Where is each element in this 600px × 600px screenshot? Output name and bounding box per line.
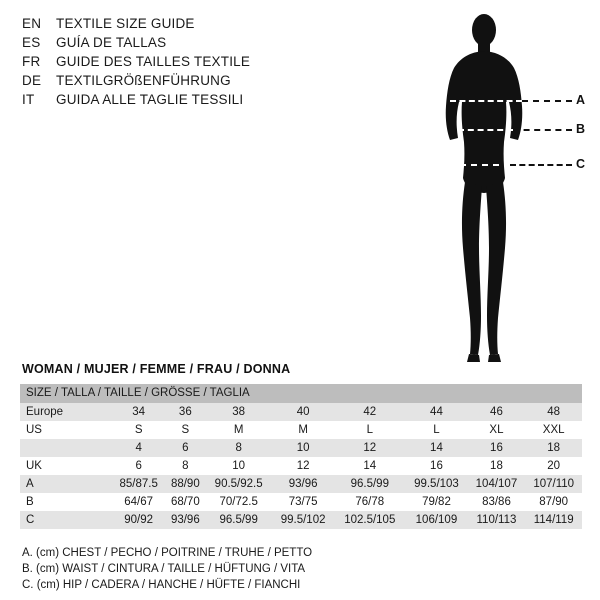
cell: 36: [165, 403, 205, 421]
cell: 110/113: [468, 511, 526, 529]
cell: L: [334, 421, 405, 439]
cell: 14: [405, 439, 467, 457]
cell: 18: [525, 439, 582, 457]
cell: 6: [112, 457, 165, 475]
cell: 34: [112, 403, 165, 421]
language-code: EN: [22, 16, 42, 31]
language-row: [22, 16, 402, 35]
language-row: [22, 35, 402, 54]
table-row: [20, 403, 582, 421]
cell: 10: [205, 457, 272, 475]
cell: 64/67: [112, 493, 165, 511]
measure-label-b: B: [576, 122, 586, 136]
measure-label-a: A: [576, 93, 586, 107]
row-label: B: [20, 493, 112, 511]
cell: 12: [334, 439, 405, 457]
note-waist: B. (cm) WAIST / CINTURA / TAILLE / HÜFTUNG / VITA: [22, 563, 306, 575]
row-label: Europe: [20, 403, 112, 421]
cell: XXL: [525, 421, 582, 439]
cell: 93/96: [165, 511, 205, 529]
row-label: A: [20, 475, 112, 493]
cell: 40: [272, 403, 334, 421]
language-row: [22, 73, 402, 92]
cell: 76/78: [334, 493, 405, 511]
cell: M: [205, 421, 272, 439]
cell: 16: [468, 439, 526, 457]
note-chest: A. (cm) CHEST / PECHO / POITRINE / TRUHE / PETTO: [22, 547, 313, 559]
language-text: GUIDE DES TAILLES TEXTILE: [56, 54, 251, 69]
cell: 90/92: [112, 511, 165, 529]
language-code: IT: [22, 92, 35, 107]
table-row: [20, 493, 582, 511]
cell: 104/107: [468, 475, 526, 493]
cell: 107/110: [525, 475, 582, 493]
cell: 44: [405, 403, 467, 421]
cell: 8: [205, 439, 272, 457]
cell: M: [272, 421, 334, 439]
cell: 70/72.5: [205, 493, 272, 511]
row-label: C: [20, 511, 112, 529]
cell: 96.5/99: [205, 511, 272, 529]
table-header-label: SIZE / TALLA / TAILLE / GRÖSSE / TAGLIA: [20, 384, 582, 403]
female-body-silhouette-icon: [420, 10, 590, 370]
table-row: [20, 475, 582, 493]
table-row: [20, 511, 582, 529]
cell: 18: [468, 457, 526, 475]
cell: 8: [165, 457, 205, 475]
cell: 16: [405, 457, 467, 475]
language-text: TEXTILGRÖßENFÜHRUNG: [56, 73, 231, 88]
cell: 90.5/92.5: [205, 475, 272, 493]
cell: 99.5/102: [272, 511, 334, 529]
cell: 68/70: [165, 493, 205, 511]
measure-label-c: C: [576, 157, 586, 171]
cell: S: [112, 421, 165, 439]
cell: 88/90: [165, 475, 205, 493]
cell: 4: [112, 439, 165, 457]
cell: 38: [205, 403, 272, 421]
cell: XL: [468, 421, 526, 439]
cell: 79/82: [405, 493, 467, 511]
measurement-notes: [22, 545, 582, 593]
row-label: [20, 439, 112, 457]
language-text: GUIDA ALLE TAGLIE TESSILI: [56, 92, 244, 107]
cell: 6: [165, 439, 205, 457]
cell: 20: [525, 457, 582, 475]
language-code: DE: [22, 73, 42, 88]
language-row: [22, 54, 402, 73]
cell: S: [165, 421, 205, 439]
cell: 114/119: [525, 511, 582, 529]
table-row: [20, 457, 582, 475]
cell: 96.5/99: [334, 475, 405, 493]
cell: 85/87.5: [112, 475, 165, 493]
cell: 10: [272, 439, 334, 457]
cell: 87/90: [525, 493, 582, 511]
cell: 73/75: [272, 493, 334, 511]
cell: 42: [334, 403, 405, 421]
language-text: TEXTILE SIZE GUIDE: [56, 16, 195, 31]
row-label: US: [20, 421, 112, 439]
cell: 12: [272, 457, 334, 475]
cell: 99.5/103: [405, 475, 467, 493]
cell: L: [405, 421, 467, 439]
cell: 106/109: [405, 511, 467, 529]
language-code: ES: [22, 35, 41, 50]
language-text: GUÍA DE TALLAS: [56, 35, 167, 50]
cell: 102.5/105: [334, 511, 405, 529]
cell: 83/86: [468, 493, 526, 511]
language-row: [22, 92, 402, 111]
section-title-woman: WOMAN / MUJER / FEMME / FRAU / DONNA: [22, 362, 291, 376]
language-header-list: [22, 16, 402, 111]
cell: 46: [468, 403, 526, 421]
cell: 48: [525, 403, 582, 421]
row-label: UK: [20, 457, 112, 475]
cell: 93/96: [272, 475, 334, 493]
note-hip: C. (cm) HIP / CADERA / HANCHE / HÜFTE / FIANCHI: [22, 579, 301, 591]
table-header-row: [20, 384, 582, 403]
size-table-wrapper: [20, 384, 582, 529]
size-table: [20, 384, 582, 529]
language-code: FR: [22, 54, 41, 69]
table-row: [20, 421, 582, 439]
table-row: [20, 439, 582, 457]
cell: 14: [334, 457, 405, 475]
